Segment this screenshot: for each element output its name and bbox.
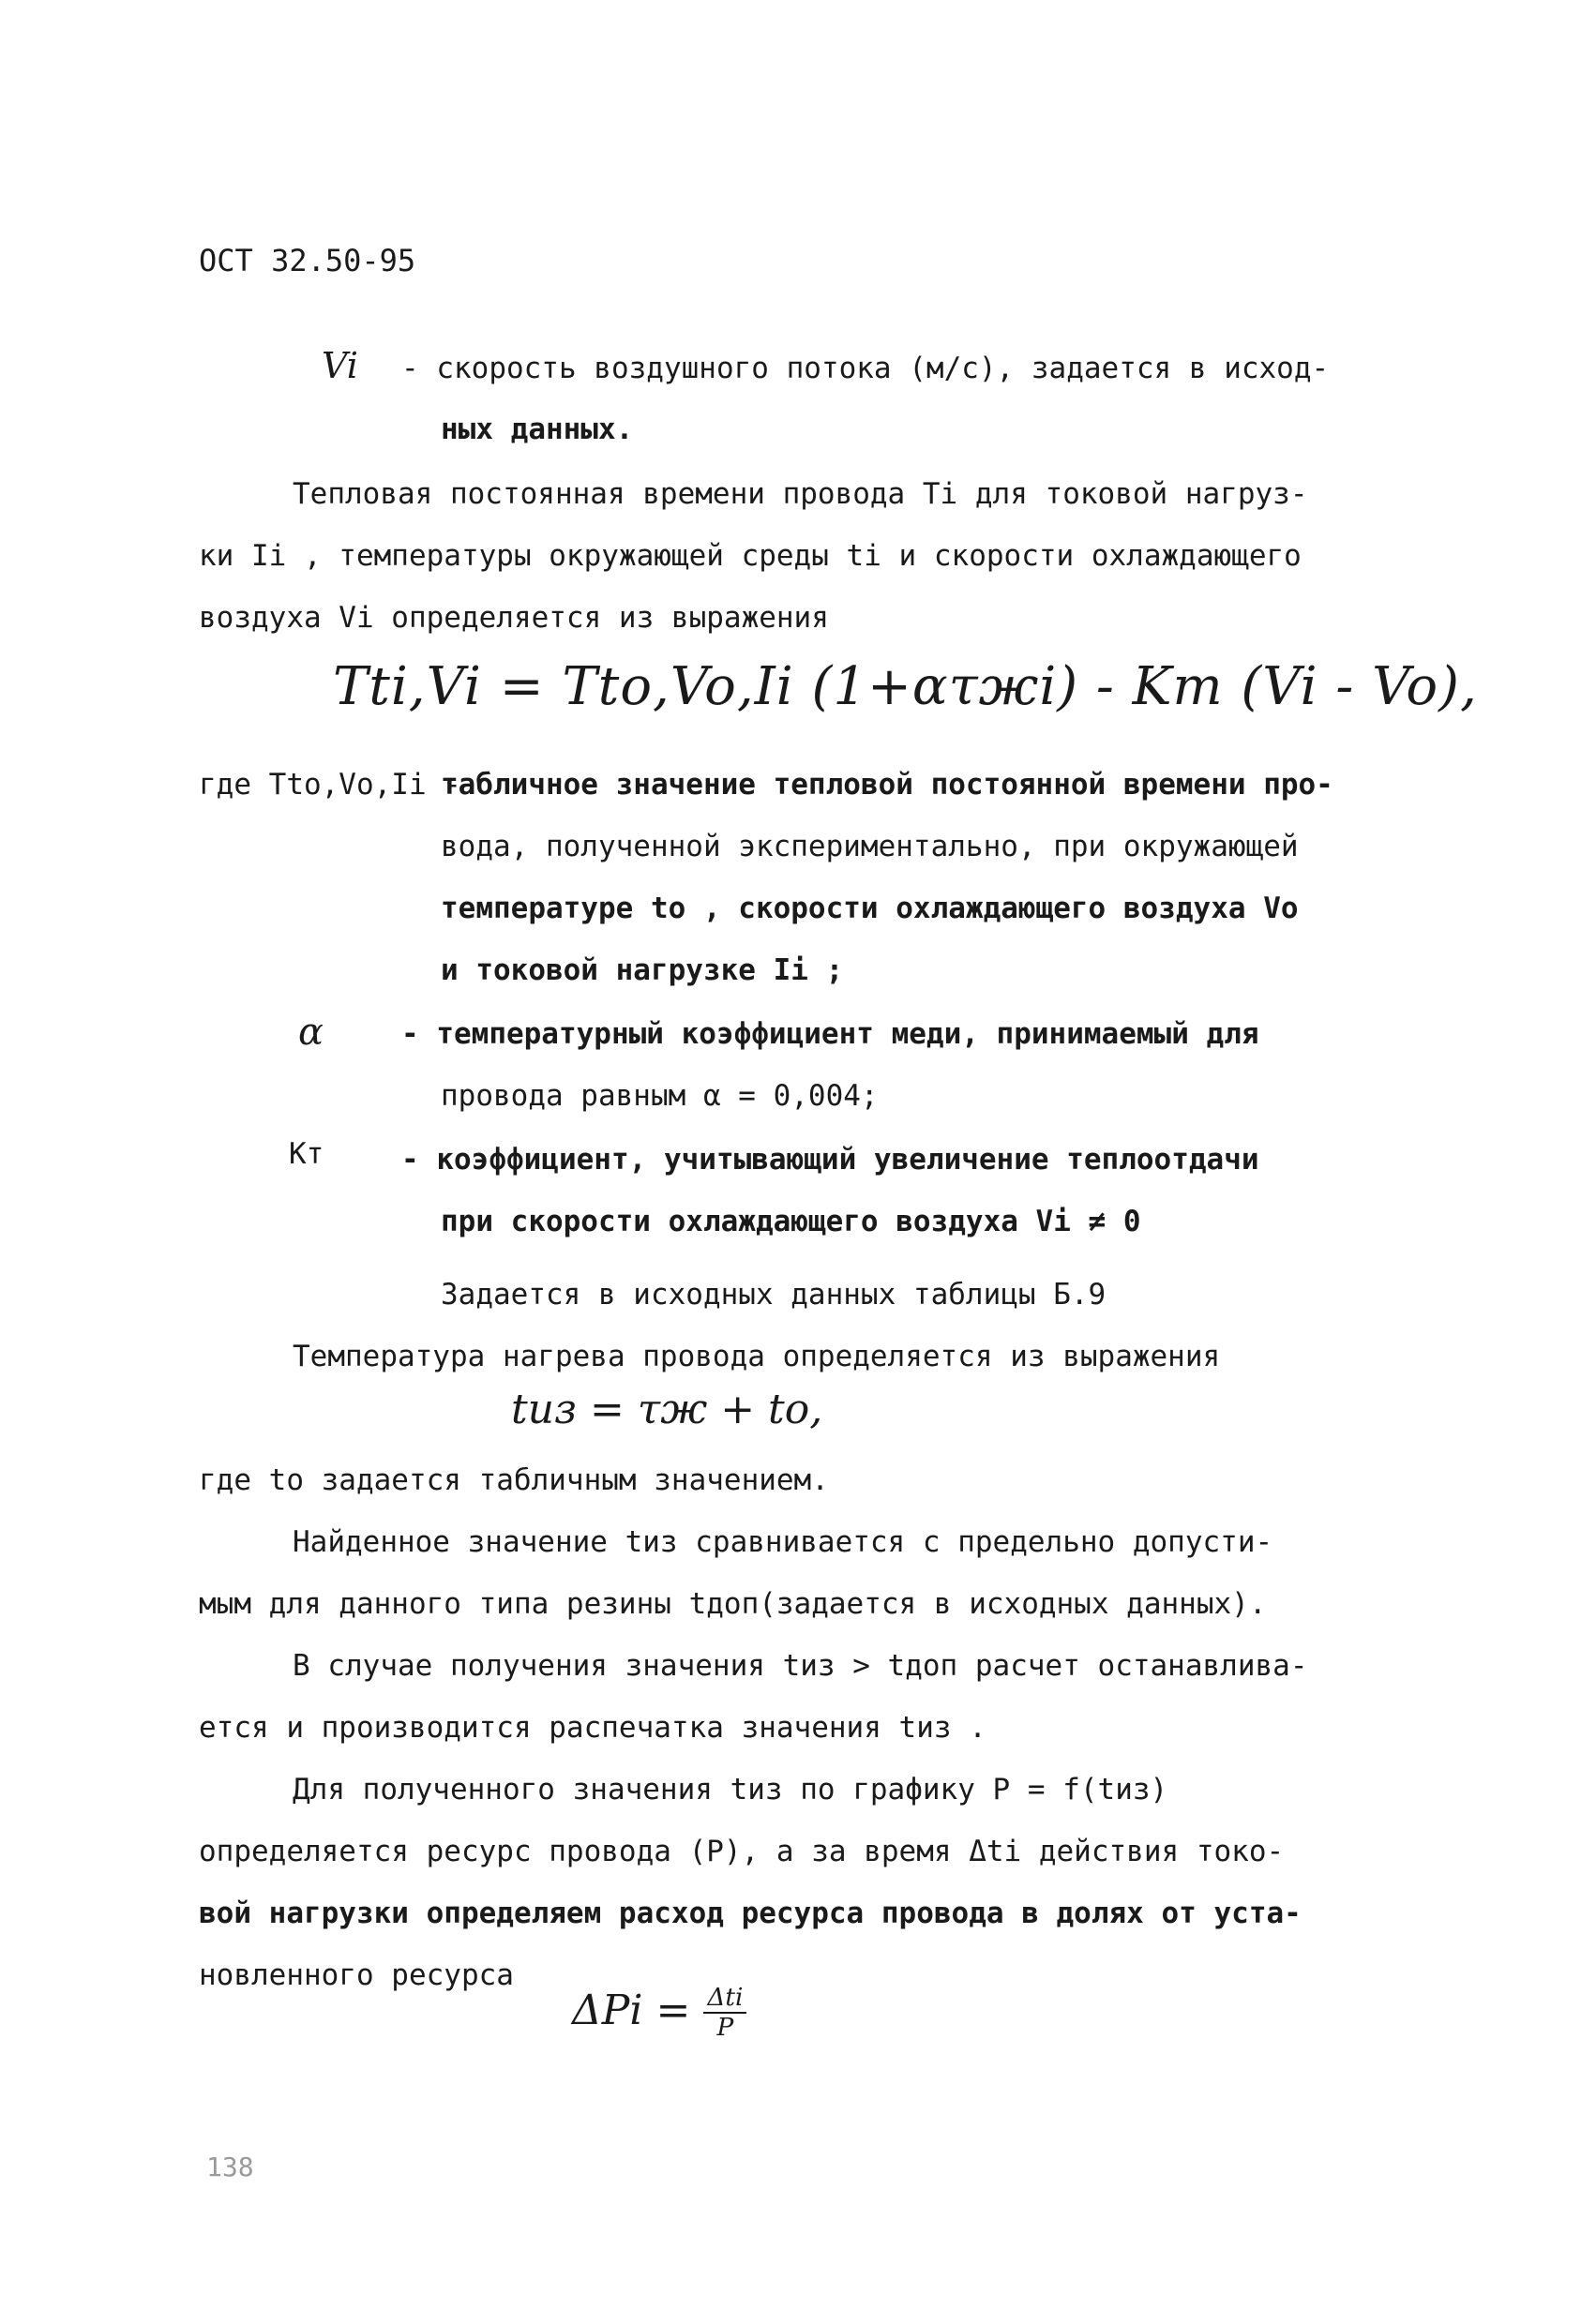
paragraph4-line1: В случае получения значения tиз > tдоп расчет останавлива-	[293, 1649, 1308, 1683]
paragraph1-line1: Тепловая постоянная времени провода Ti для токовой нагруз-	[293, 477, 1308, 511]
where1-label: где Tto,Vo,Ii -	[199, 768, 461, 802]
page-number: 138	[206, 2152, 254, 2182]
where1-line3: температуре to , скорости охлаждающего воздуха Vo	[441, 892, 1299, 925]
where1-line1: табличное значение тепловой постоянной времени про-	[441, 768, 1333, 802]
where1-line2: вода, полученной экспериментально, при окружающей	[441, 830, 1299, 863]
formula-resource-consumption	[572, 1983, 746, 2043]
formula3-lhs: ΔPi =	[572, 1986, 691, 2034]
alpha-definition-line1: - температурный коэффициент меди, принимаемый для	[401, 1017, 1259, 1051]
symbol-alpha: α	[298, 1011, 324, 1054]
paragraph5-line3: вой нагрузки определяем расход ресурса провода в долях от уста-	[199, 1897, 1302, 1930]
paragraph5-line4: новленного ресурса	[199, 1958, 514, 1992]
paragraph5-line1: Для полученного значения tиз по графику P = f(tиз)	[293, 1773, 1168, 1807]
kt-definition-line2: при скорости охлаждающего воздуха Vi ≠ 0	[441, 1205, 1141, 1238]
kt-definition-line3: Задается в исходных данных таблицы Б.9	[441, 1278, 1107, 1312]
paragraph4-line2: ется и производится распечатка значения tиз .	[199, 1711, 986, 1745]
paragraph1-line2: ки Ii , температуры окружающей среды ti и скорости охлаждающего	[199, 539, 1302, 573]
where1-line4: и токовой нагрузке Ii ;	[441, 953, 844, 987]
document-code: ОСТ 32.50-95	[199, 243, 416, 278]
symbol-vi: Vi	[322, 345, 358, 386]
symbol-kt: Kт	[289, 1137, 324, 1171]
paragraph2-line2: где to задается табличным значением.	[199, 1463, 829, 1497]
kt-definition-line1: - коэффициент, учитывающий увеличение теплоотдачи	[401, 1143, 1259, 1177]
paragraph1-line3: воздуха Vi определяется из выражения	[199, 601, 829, 635]
paragraph3-line2: мым для данного типа резины tдоп(задается в исходных данных).	[199, 1587, 1267, 1621]
paragraph2-line1: Температура нагрева провода определяется из выражения	[293, 1340, 1221, 1373]
alpha-definition-line2: провода равным α = 0,004;	[441, 1079, 879, 1113]
formula3-fraction	[703, 1983, 746, 2043]
vi-definition-line1: - скорость воздушного потока (м/с), задается в исход-	[401, 352, 1330, 385]
paragraph5-line2: определяется ресурс провода (P), а за время Δti действия токо-	[199, 1835, 1285, 1868]
vi-definition-line2: ных данных.	[441, 412, 634, 446]
formula3-denominator: P	[716, 2013, 734, 2043]
formula3-numerator: Δti	[703, 1986, 746, 2014]
formula-heating-temperature: tиз = τж + tо,	[511, 1386, 823, 1433]
formula-thermal-constant: Tti,Vi = Tto,Vo,Ii (1+ατжi) - Kт (Vi - Vo),	[333, 656, 1478, 717]
paragraph3-line1: Найденное значение tиз сравнивается с предельно допусти-	[293, 1525, 1273, 1559]
